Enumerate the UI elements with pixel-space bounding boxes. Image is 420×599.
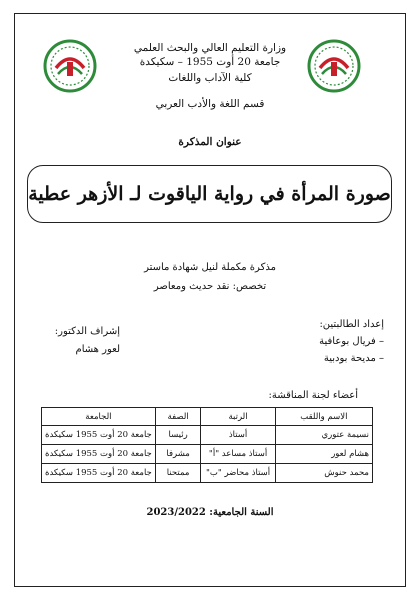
academic-year: السنة الجامعية: 2023/2022 [146, 507, 274, 518]
table-cell: ممتحنا [155, 464, 201, 483]
table-cell: رئيسا [155, 426, 201, 445]
faculty-line: كلية الآداب واللغات [168, 72, 252, 84]
table-cell: نسيمة عتوري [275, 426, 372, 445]
table-cell: أستاذ [201, 426, 275, 445]
table-header-row [42, 408, 373, 426]
table-header-cell: الجامعة [42, 408, 156, 426]
students-block [319, 318, 384, 366]
table-cell: أستاذ مساعد "أ" [201, 445, 275, 464]
table-row [42, 426, 373, 445]
title-box [27, 165, 392, 223]
university-line: جامعة 20 أوت 1955 – سكيكدة [139, 56, 281, 68]
table-header-cell: الرتبة [201, 408, 275, 426]
thesis-title: صورة المرأة في رواية الياقوت لـ الأزهر عطية [28, 183, 391, 205]
degree-line: مذكرة مكملة لنيل شهادة ماستر [144, 262, 276, 273]
supervisor-label: إشراف الدكتور: [54, 326, 120, 337]
jury-table [41, 407, 373, 483]
table-cell: مشرفا [155, 445, 201, 464]
specialty-line: تخصص: نقد حديث ومعاصر [153, 281, 267, 292]
table-cell: جامعة 20 أوت 1955 سكيكدة [42, 464, 156, 483]
table-cell: هشام لعور [275, 445, 372, 464]
table-cell: محمد حنوش [275, 464, 372, 483]
student-name: – مديحة بودبية [323, 353, 384, 364]
supervisor-block [55, 325, 120, 357]
jury-label: أعضاء لجنة المناقشة: [268, 390, 358, 401]
department-line: قسم اللغة والأدب العربي [155, 98, 265, 110]
table-row [42, 464, 373, 483]
university-logo-left [42, 38, 98, 94]
table-cell: جامعة 20 أوت 1955 سكيكدة [42, 445, 156, 464]
table-cell: أستاذ محاضر "ب" [201, 464, 275, 483]
table-header-cell: الصفة [155, 408, 201, 426]
thesis-label: عنوان المذكرة [178, 136, 242, 148]
table-row [42, 445, 373, 464]
students-label: إعداد الطالبتين: [319, 319, 384, 330]
ministry-line: وزارة التعليم العالي والبحث العلمي [133, 42, 287, 54]
student-name: – فريال بوعافية [319, 336, 384, 347]
table-cell: جامعة 20 أوت 1955 سكيكدة [42, 426, 156, 445]
table-header-cell: الاسم واللقب [275, 408, 372, 426]
supervisor-name: لعور هشام [75, 344, 120, 355]
